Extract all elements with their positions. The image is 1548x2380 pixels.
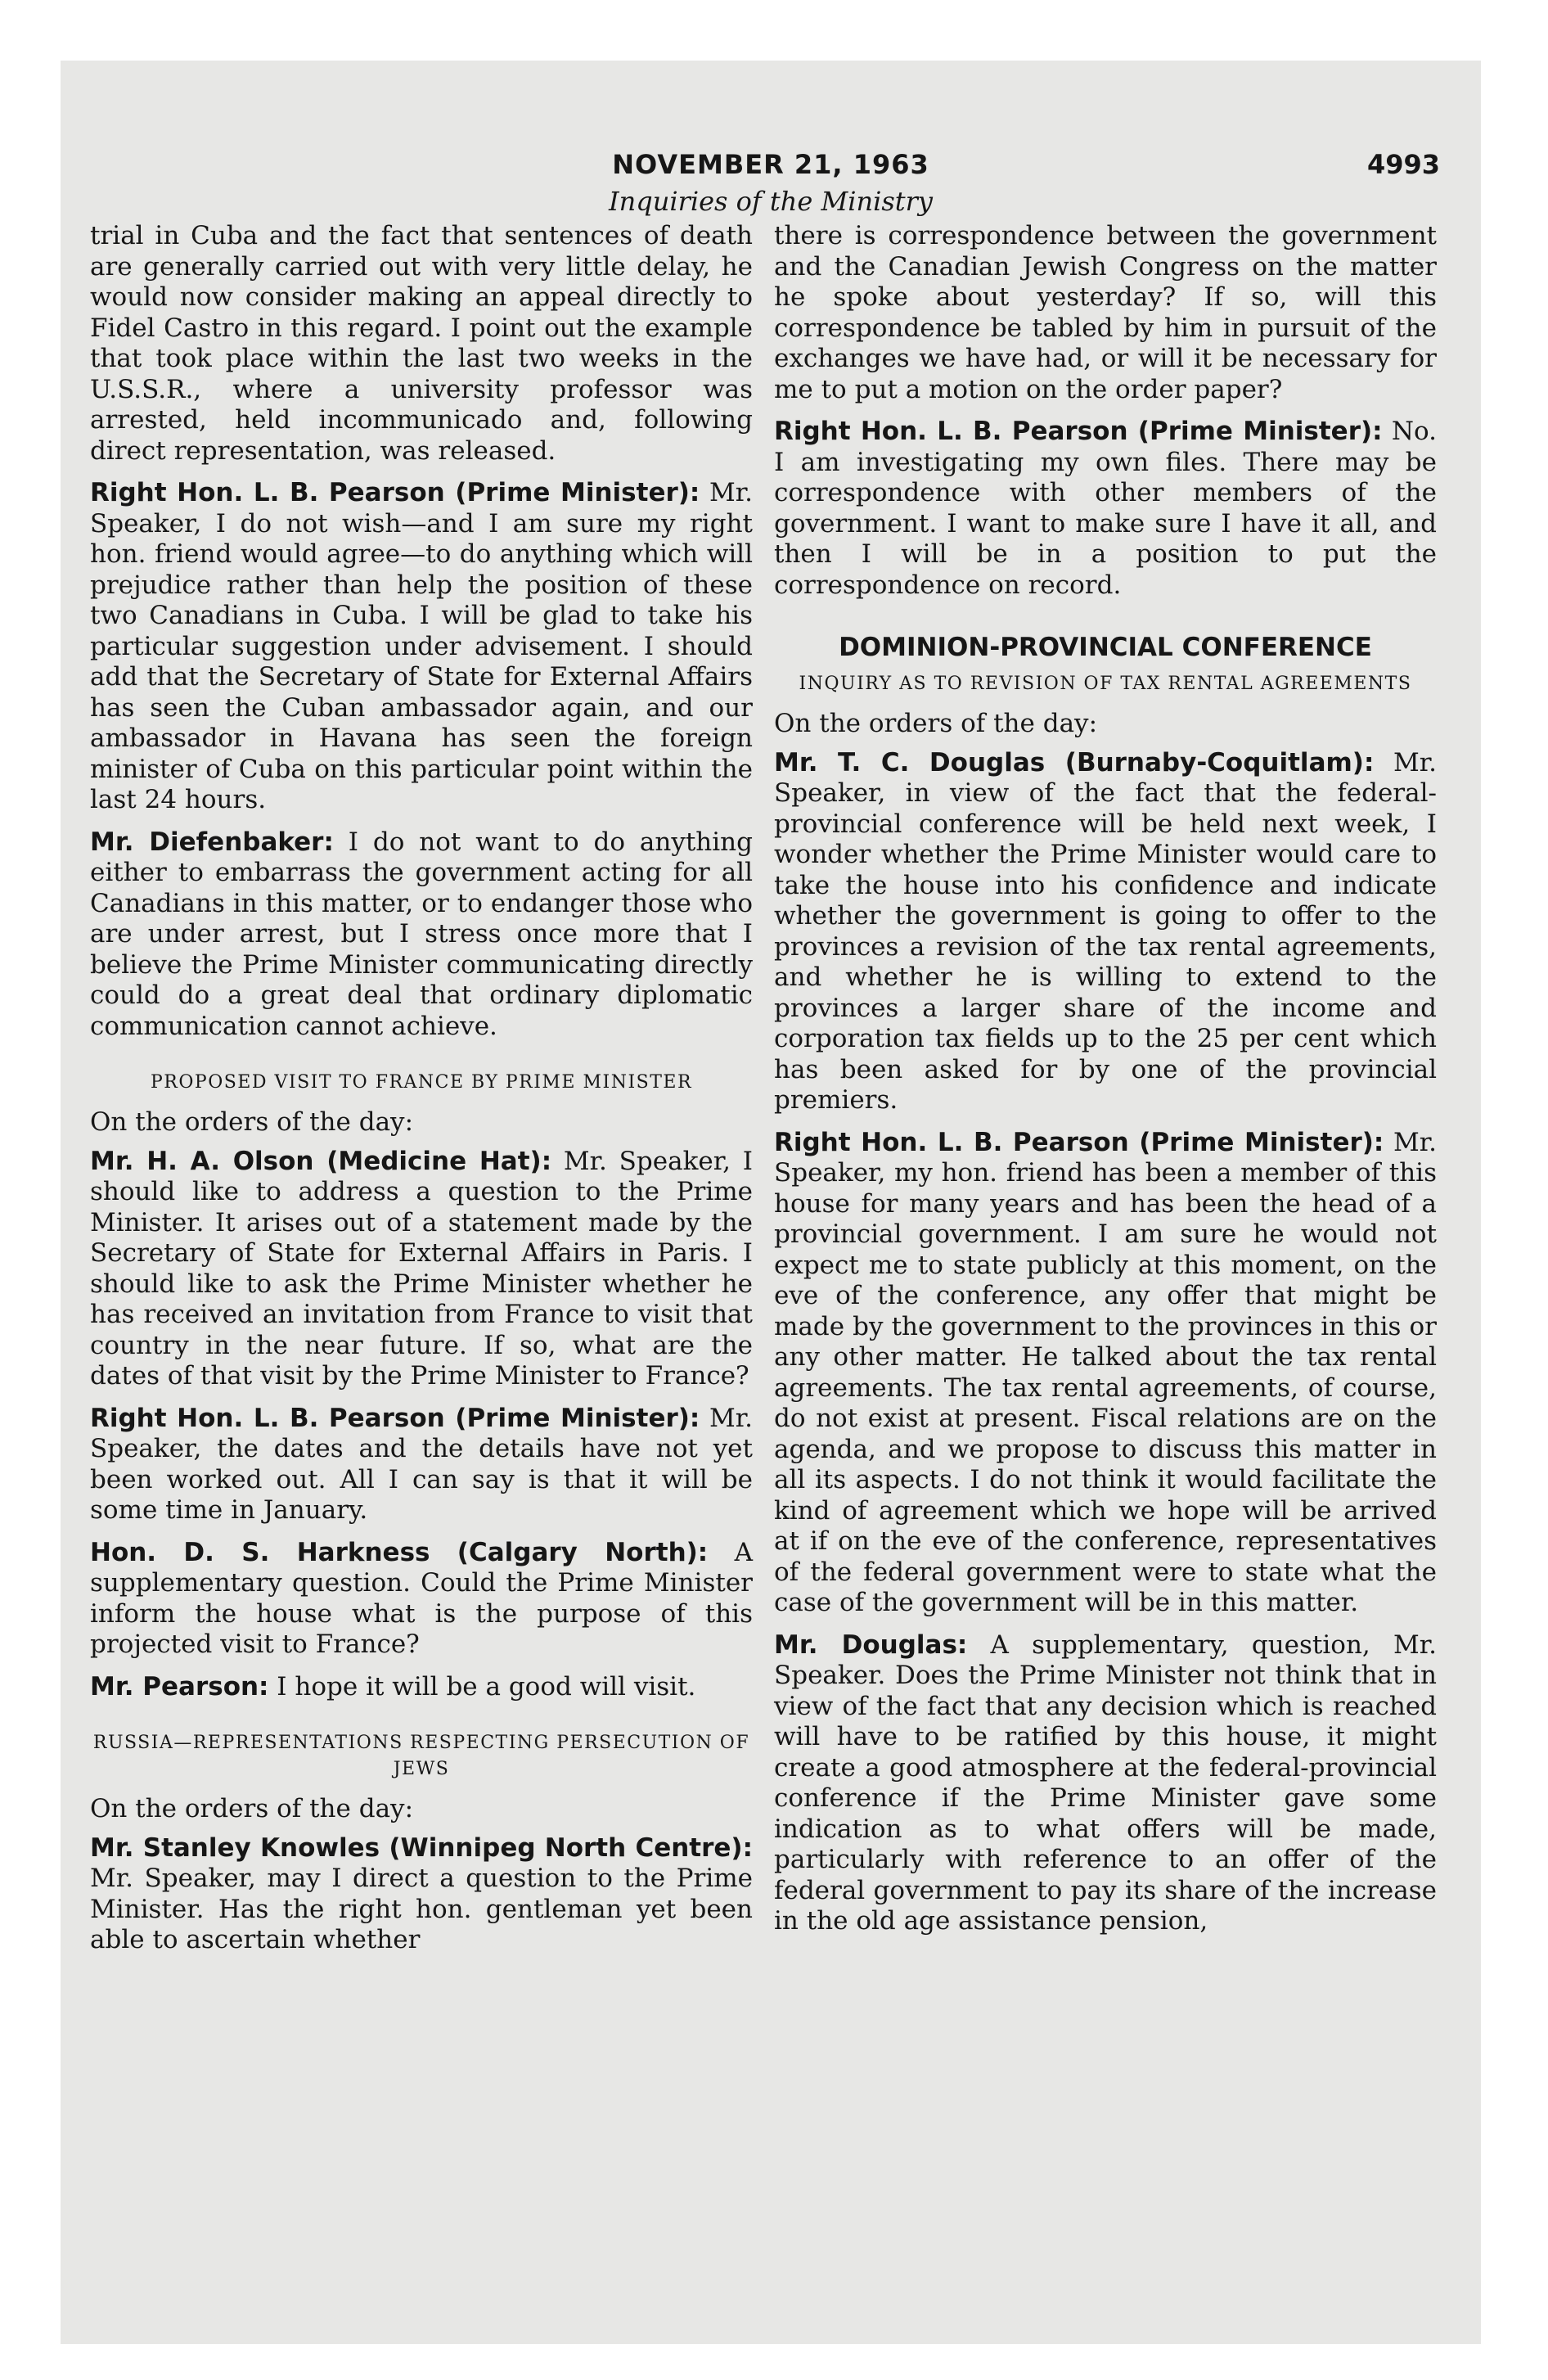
speaker-name: Mr. Stanley Knowles (Winnipeg North Centre):: [90, 1832, 753, 1863]
page-number: 4993: [1366, 149, 1440, 180]
speaker-name: Mr. Douglas:: [774, 1629, 968, 1660]
paragraph: [90, 827, 753, 1043]
paragraph: [774, 1128, 1437, 1619]
speaker-name: Mr. Diefenbaker:: [90, 827, 334, 857]
speech-text: I hope it will be a good will visit.: [268, 1671, 696, 1702]
speech-text: Mr. Speaker, may I direct a question to the Prime Minister. Has the right hon. gentleman yet been able to ascertain whether: [90, 1864, 753, 1954]
speaker-name: Right Hon. L. B. Pearson (Prime Minister):: [90, 478, 700, 507]
paragraph: [90, 1147, 753, 1392]
section-heading-major: DOMINION-PROVINCIAL CONFERENCE: [839, 633, 1372, 662]
orders-of-day: On the orders of the day:: [90, 1794, 414, 1823]
section-heading: RUSSIA—REPRESENTATIONS RESPECTING PERSECUTION OF JEWS: [92, 1733, 750, 1779]
paragraph: [90, 1833, 753, 1956]
speech-text: Mr. Speaker, the dates and the details have not yet been worked out. All I can say is that it will be some time in January.: [90, 1403, 753, 1525]
page: [61, 61, 1481, 2344]
paragraph: [90, 1538, 753, 1661]
orders-of-day: On the orders of the day:: [774, 709, 1098, 738]
speaker-name: Right Hon. L. B. Pearson (Prime Minister):: [90, 1403, 700, 1433]
speaker-name: Right Hon. L. B. Pearson (Prime Minister):: [774, 417, 1383, 446]
speech-text: A supplementary, question, Mr. Speaker. Does the Prime Minister not think that in view of the fact that any decision which is reached will have to be ratified by this house, it might create a good atmosphere at the federal-provincial conference if the Prime Minister gave some indication as to what offers will be made, particularly with reference to an offer of the federal government to pay its share of the increase in the old age assistance pension,: [774, 1629, 1437, 1936]
speaker-name: Right Hon. L. B. Pearson (Prime Minister):: [774, 1127, 1384, 1157]
header-subtitle: Inquiries of the Ministry: [609, 186, 933, 217]
paragraph: trial in Cuba and the fact that sentences of death are generally carried out with very little delay, he would now consider making an appeal directly to Fidel Castro in this regard. I point out the example that took place within the last two weeks in the U.S.S.R., where a university professor was arrested, held incommunicado and, following direct representation, was released.: [90, 221, 753, 466]
speech-text: No. I am investigating my own files. There may be correspondence with other members of the government. I want to make sure I have it all, and then I will be in a position to put the correspondence on record.: [774, 417, 1437, 600]
speech-text: Mr. Speaker, I should like to address a question to the Prime Minister. It arises out of a statement made by the Secretary of State for External Affairs in Paris. I should like to ask the Prime Minister whether he has received an invitation from France to visit that country in the near future. If so, what are the dates of that visit by the Prime Minister to France?: [90, 1146, 753, 1391]
speaker-name: Mr. T. C. Douglas (Burnaby-Coquitlam):: [774, 747, 1375, 778]
speaker-name: Mr. H. A. Olson (Medicine Hat):: [90, 1146, 552, 1176]
speaker-name: Mr. Pearson:: [90, 1671, 269, 1702]
paragraph: there is correspondence between the government and the Canadian Jewish Congress on the matter he spoke about yesterday? If so, will this correspondence be tabled by him in pursuit of the exchanges we have had, or will it be necessary for me to put a motion on the order paper?: [774, 221, 1437, 404]
header-date: NOVEMBER 21, 1963: [612, 149, 929, 180]
speaker-name: Hon. D. S. Harkness (Calgary North):: [90, 1537, 709, 1567]
paragraph: [774, 417, 1437, 601]
paragraph: [90, 1404, 753, 1526]
speech-text: I do not want to do anything either to embarrass the government acting for all Canadians in this matter, or to endanger those who are under arrest, but I stress once more that I believe the Prime Minister communicating directly could do a great deal that ordinary diplomatic communication cannot achieve.: [90, 827, 753, 1041]
right-column: [774, 221, 1437, 1949]
section-heading: PROPOSED VISIT TO FRANCE BY PRIME MINISTER: [150, 1072, 693, 1093]
orders-of-day: On the orders of the day:: [90, 1107, 414, 1137]
speech-text: Mr. Speaker, in view of the fact that the federal-provincial conference will be held next week, I wonder whether the Prime Minister would care to take the house into his confidence and indicate whether the government is going to offer to the provinces a revision of the tax rental agreements, and whether he is willing to extend to the provinces a larger share of the income and corporation tax fields up to the 25 per cent which has been asked for by one of the provincial premiers.: [774, 747, 1437, 1115]
paragraph: [90, 478, 753, 816]
speech-text: A supplementary question. Could the Prime Minister inform the house what is the purpose of this projected visit to France?: [90, 1537, 753, 1659]
speech-text: Mr. Speaker, my hon. friend has been a member of this house for many years and has been the head of a provincial government. I am sure he would not expect me to state publicly at this moment, on the eve of the conference, any offer that might be made by the government to the provinces in this or any other matter. He talked about the tax rental agreements. The tax rental agreements, of course, do not exist at present. Fiscal relations are on the agenda, and we propose to discuss this matter in all its aspects. I do not think it would facilitate the kind of agreement which we hope will be arrived at if on the eve of the conference, representatives of the federal government were to state what the case of the government will be in this matter.: [774, 1127, 1437, 1617]
paragraph: [90, 1672, 753, 1703]
section-subheading: INQUIRY AS TO REVISION OF TAX RENTAL AGREEMENTS: [799, 674, 1412, 694]
paragraph: [774, 1630, 1437, 1937]
left-column: [90, 221, 753, 1968]
paragraph: [774, 748, 1437, 1116]
speech-text: Mr. Speaker, I do not wish—and I am sure my right hon. friend would agree—to do anything which will prejudice rather than help the position of these two Canadians in Cuba. I will be glad to take his particular suggestion under advisement. I should add that the Secretary of State for External Affairs has seen the Cuban ambassador again, and our ambassador in Havana has seen the foreign minister of Cuba on this particular point within the last 24 hours.: [90, 478, 753, 814]
